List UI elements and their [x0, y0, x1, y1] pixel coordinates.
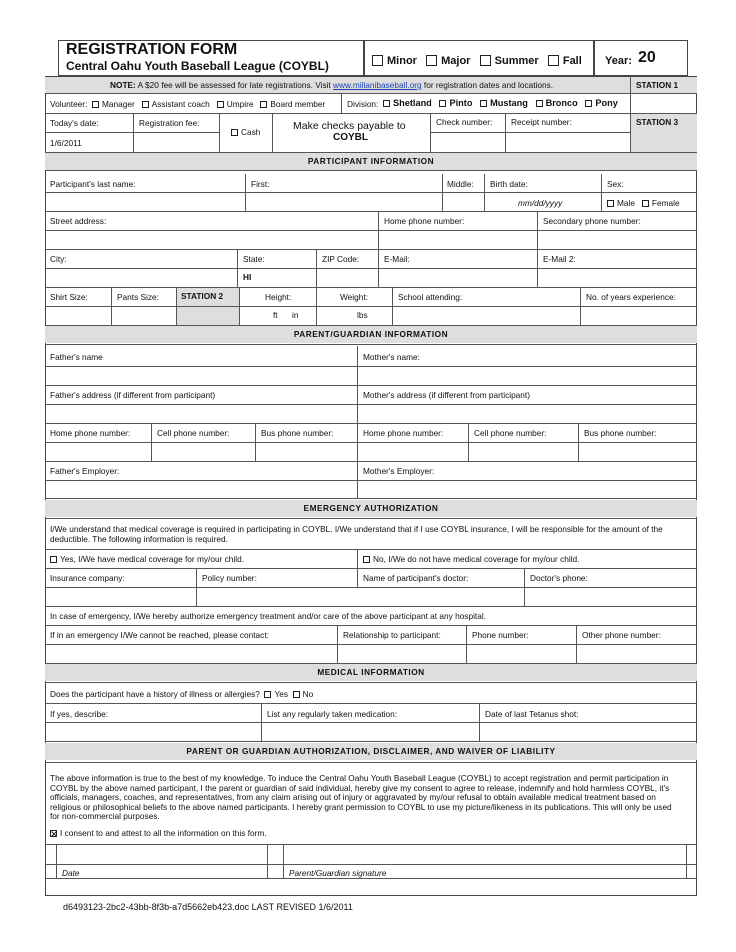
checks-payable-line2: COYBL	[333, 132, 368, 143]
pants-size-label: Pants Size:	[117, 292, 159, 302]
division-options	[383, 98, 618, 108]
checkbox-icon[interactable]	[217, 101, 224, 108]
mother-home-phone-label: Home phone number:	[363, 428, 444, 438]
mothers-name-label: Mother's name:	[363, 352, 420, 362]
division-label: Division:	[347, 99, 379, 109]
mothers-address-label: Mother's address (if different from participant)	[363, 390, 530, 400]
checkbox-icon[interactable]	[50, 556, 57, 563]
city-label: City:	[50, 254, 67, 264]
checkbox-icon[interactable]	[439, 100, 446, 107]
receipt-number-label: Receipt number:	[511, 117, 572, 127]
medication-label: List any regularly taken medication:	[267, 709, 398, 719]
emergency-contact-label: If in an emergency I/We cannot be reached, please contact:	[50, 630, 269, 640]
volunteer-board-member[interactable]: Board member	[260, 99, 325, 109]
station-2-label: STATION 2	[181, 291, 224, 301]
signature-label: Parent/Guardian signature	[289, 868, 387, 878]
league-name: Central Oahu Youth Baseball League (COYBL)	[66, 59, 329, 73]
home-phone-label: Home phone number:	[384, 216, 465, 226]
height-ft: ft	[273, 310, 278, 320]
school-label: School attending:	[398, 292, 463, 302]
fathers-address-label: Father's address (if different from participant)	[50, 390, 216, 400]
volunteer-manager[interactable]: Manager	[92, 99, 135, 109]
todays-date-label: Today's date:	[50, 118, 99, 128]
year-label: Year:	[605, 55, 632, 67]
todays-date-value[interactable]: 1/6/2011	[50, 138, 82, 148]
consent-option[interactable]: I consent to and attest to all the information on this form.	[50, 828, 267, 838]
emergency-authorize-text: In case of emergency, I/We hereby authorize emergency treatment and/or care of the above participant at any hospital.	[50, 611, 486, 621]
no-coverage-option[interactable]: No, I/We do not have medical coverage for my/our child.	[363, 554, 579, 564]
volunteer-umpire[interactable]: Umpire	[217, 99, 254, 109]
volunteer-label: Volunteer:	[50, 99, 88, 109]
weight-label: Weight:	[340, 292, 368, 302]
checkbox-icon[interactable]	[536, 100, 543, 107]
mother-bus-phone-label: Bus phone number:	[584, 428, 657, 438]
years-experience-label: No. of years experience:	[586, 292, 676, 302]
checkbox-icon[interactable]	[363, 556, 370, 563]
sex-label: Sex:	[607, 179, 624, 189]
father-cell-phone-label: Cell phone number:	[157, 428, 230, 438]
checkbox-icon[interactable]	[231, 129, 238, 136]
checkbox-icon[interactable]	[642, 200, 649, 207]
history-no[interactable]: No	[293, 689, 314, 699]
father-home-phone-label: Home phone number:	[50, 428, 131, 438]
sex-female[interactable]: Female	[642, 198, 680, 208]
checkbox-icon[interactable]	[264, 691, 271, 698]
height-label: Height:	[265, 292, 292, 302]
shirt-size-label: Shirt Size:	[50, 292, 88, 302]
emergency-phone-label: Phone number:	[472, 630, 529, 640]
tetanus-date-label: Date of last Tetanus shot:	[485, 709, 579, 719]
zip-label: ZIP Code:	[322, 254, 360, 264]
registration-fee-label: Registration fee:	[139, 118, 200, 128]
checkbox-icon[interactable]	[585, 100, 592, 107]
fathers-employer-label: Father's Employer:	[50, 466, 120, 476]
state-label: State:	[243, 254, 265, 264]
street-address-label: Street address:	[50, 216, 107, 226]
doctor-phone-label: Doctor's phone:	[530, 573, 588, 583]
father-bus-phone-label: Bus phone number:	[261, 428, 334, 438]
participant-section-title: PARTICIPANT INFORMATION	[45, 153, 697, 170]
illness-describe-label: If yes, describe:	[50, 709, 109, 719]
birth-date-format: mm/dd/yyyy	[518, 198, 563, 208]
website-link[interactable]: www.millanibaseball.org	[333, 80, 422, 90]
checked-checkbox-icon[interactable]	[50, 830, 57, 837]
email2-label: E-Mail 2:	[543, 254, 576, 264]
season-major[interactable]: Major	[426, 55, 470, 67]
late-fee-note: NOTE: A $20 fee will be assessed for late registrations. Visit www.millanibaseball.org for registration dates and locations.	[110, 80, 554, 90]
checkbox-icon[interactable]	[383, 100, 390, 107]
season-summer[interactable]: Summer	[480, 55, 539, 67]
weight-lbs: lbs	[357, 310, 368, 320]
checkbox-icon[interactable]	[607, 200, 614, 207]
sex-male[interactable]: Male	[607, 198, 635, 208]
relationship-label: Relationship to participant:	[343, 630, 441, 640]
participant-first-label: First:	[251, 179, 270, 189]
state-value[interactable]: HI	[243, 272, 252, 282]
mother-cell-phone-label: Cell phone number:	[474, 428, 547, 438]
division-mustang[interactable]: Mustang	[480, 98, 528, 108]
checkbox-icon[interactable]	[480, 100, 487, 107]
mothers-employer-label: Mother's Employer:	[363, 466, 435, 476]
waiver-section-title: PARENT OR GUARDIAN AUTHORIZATION, DISCLAIMER, AND WAIVER OF LIABILITY	[45, 743, 697, 760]
year-value[interactable]: 20	[638, 49, 656, 66]
station-3-label: STATION 3	[636, 117, 679, 127]
history-yes[interactable]: Yes	[264, 689, 288, 699]
coverage-intro: I/We understand that medical coverage is required in participating in COYBL. I/We understand that if I use COYBL insurance, I will be responsible for the amount of the deductible. The following information is required.	[50, 524, 663, 544]
division-shetland[interactable]: Shetland	[383, 98, 432, 108]
sex-options	[607, 198, 680, 208]
division-pony[interactable]: Pony	[585, 98, 617, 108]
insurance-company-label: Insurance company:	[50, 573, 125, 583]
doctor-name-label: Name of participant's doctor:	[363, 573, 469, 583]
form-title: REGISTRATION FORM	[66, 41, 238, 58]
division-pinto[interactable]: Pinto	[439, 98, 472, 108]
season-fall[interactable]: Fall	[548, 55, 582, 67]
secondary-phone-label: Secondary phone number:	[543, 216, 641, 226]
yes-coverage-option[interactable]: Yes, I/We have medical coverage for my/our child.	[50, 554, 244, 564]
checkbox-icon[interactable]	[92, 101, 99, 108]
participant-last-name-label: Participant's last name:	[50, 179, 136, 189]
checkbox-icon[interactable]	[142, 101, 149, 108]
cash-option[interactable]: Cash	[231, 127, 260, 137]
participant-middle-label: Middle:	[447, 179, 474, 189]
checks-payable-line1: Make checks payable to	[293, 120, 406, 132]
birth-date-label: Birth date:	[490, 179, 528, 189]
emergency-section-title: EMERGENCY AUTHORIZATION	[45, 500, 697, 517]
season-minor[interactable]: Minor	[372, 55, 417, 67]
checkbox-icon[interactable]	[372, 55, 383, 66]
emergency-other-phone-label: Other phone number:	[582, 630, 661, 640]
volunteer-assistant-coach[interactable]: Assistant coach	[142, 99, 210, 109]
parent-section-title: PARENT/GUARDIAN INFORMATION	[45, 326, 697, 343]
date-label: Date	[62, 868, 80, 878]
volunteer-options	[92, 99, 325, 109]
checkbox-icon[interactable]	[548, 55, 559, 66]
check-number-label: Check number:	[436, 117, 493, 127]
checkbox-icon[interactable]	[293, 691, 300, 698]
station-1-label: STATION 1	[636, 80, 679, 90]
waiver-text: The above information is true to the best of my knowledge. To induce the Central Oahu Youth Baseball League (COYBL) to accept registration and permit participation in COYBL by the above named participant, I the parent or guardian of said individual, hereby give my consent to agree to release, indemnify and hold harmless COYBL, it's officials, managers, coaches, and representatives, from any claim arising out of injury or aggravated by my/our refusal to obtain available medical treatment based on religious or philosophical beliefs to the above named participants. I hereby grant permission to COYBL to use my picture/likeness in its publications. This will only be used for non-commercial purposes.	[50, 773, 672, 822]
policy-number-label: Policy number:	[202, 573, 257, 583]
illness-history-question: Does the participant have a history of illness or allergies? Yes No	[50, 689, 314, 699]
season-options	[372, 55, 582, 67]
checkbox-icon[interactable]	[426, 55, 437, 66]
checkbox-icon[interactable]	[260, 101, 267, 108]
medical-section-title: MEDICAL INFORMATION	[45, 664, 697, 681]
fathers-name-label: Father's name	[50, 352, 103, 362]
checkbox-icon[interactable]	[480, 55, 491, 66]
height-in: in	[292, 310, 299, 320]
footer-revision: d6493123-2bc2-43bb-8f3b-a7d5662eb423.doc LAST REVISED 1/6/2011	[63, 902, 353, 912]
division-bronco[interactable]: Bronco	[536, 98, 578, 108]
email-label: E-Mail:	[384, 254, 410, 264]
